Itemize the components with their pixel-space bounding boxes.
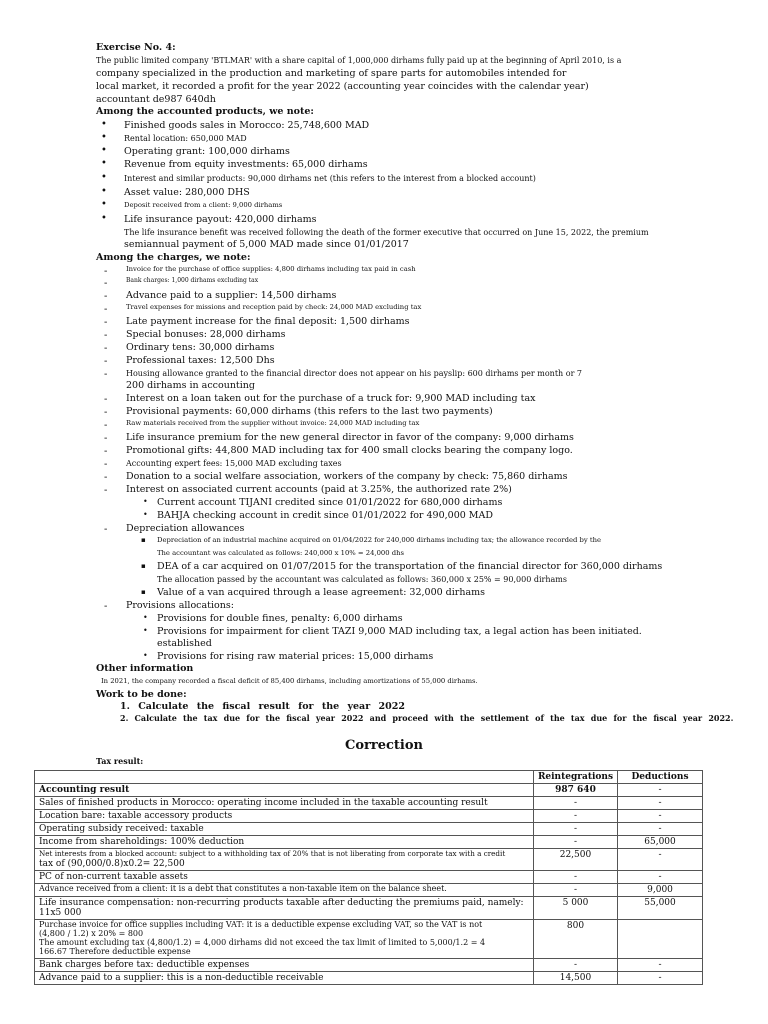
row-label: Location bare: taxable accessory products — [35, 810, 534, 823]
row-label: Bank charges before tax: deductible expenses — [35, 958, 534, 971]
row-label: Advance paid to a supplier: this is a non-deductible receivable — [35, 971, 534, 984]
bullet-icon: • — [143, 497, 148, 506]
row-deduction: - — [618, 958, 703, 971]
table-row — [35, 919, 703, 958]
charge-item: Promotional gifts: 44,800 MAD including tax for 400 small clocks bearing the company logo. — [126, 445, 573, 456]
row-label — [35, 896, 534, 919]
bullet-icon: ▪ — [141, 536, 146, 544]
row-label: Advance received from a client: it is a debt that constitutes a non-taxable item on the balance sheet. — [35, 883, 534, 896]
charge-item: Housing allowance granted to the financial director does not appear on his payslip: 600 dirhams per month or 7 — [126, 369, 583, 378]
row-deduction: - — [618, 797, 703, 810]
row-reintegration: 22,500 — [533, 849, 617, 870]
charge-item: Interest on a loan taken out for the purchase of a truck for: 9,900 MAD including tax — [126, 393, 536, 404]
work-task: 1. Calculate the fiscal result for the year 2022 — [120, 701, 405, 712]
product-item: Rental location: 650,000 MAD — [124, 134, 247, 143]
bullet-icon: • — [143, 613, 148, 622]
charge-item: 200 dirhams in accounting — [126, 380, 255, 391]
row-label-line: Life insurance compensation: non-recurring products taxable after deducting the premiums paid, namely: — [39, 897, 524, 908]
table-row — [35, 896, 703, 919]
bullet-icon: • — [143, 651, 148, 660]
row-deduction: - — [618, 849, 703, 870]
row-deduction: - — [618, 823, 703, 836]
intro-line: company specialized in the production and marketing of spare parts for automobiles intended for — [96, 68, 567, 79]
row-label-line: 11x5 000 — [39, 907, 82, 918]
dash-icon: - — [104, 472, 108, 483]
row-reintegration: - — [533, 870, 617, 883]
bullet-icon: • — [101, 158, 107, 169]
dash-icon: - — [104, 524, 108, 535]
dash-icon: - — [104, 601, 108, 612]
dash-icon: - — [104, 304, 108, 315]
bullet-icon: • — [101, 213, 107, 224]
row-label — [35, 919, 534, 958]
table-row — [35, 797, 703, 810]
row-label: Income from shareholdings: 100% deduction — [35, 836, 534, 849]
charge-subitem: Current account TIJANI credited since 01/01/2022 for 680,000 dirhams — [157, 497, 503, 508]
charge-item: Special bonuses: 28,000 dirhams — [126, 329, 286, 340]
charge-item: Professional taxes: 12,500 Dhs — [126, 355, 275, 366]
row-label: PC of non-current taxable assets — [35, 870, 534, 883]
dash-icon: - — [104, 369, 108, 380]
products-heading: Among the accounted products, we note: — [96, 106, 314, 117]
row-reintegration: - — [533, 836, 617, 849]
charge-item: Life insurance premium for the new general director in favor of the company: 9,000 dirhams — [126, 432, 574, 443]
dash-icon: - — [104, 433, 108, 444]
bullet-icon: • — [101, 186, 107, 197]
table-row — [35, 810, 703, 823]
bullet-icon: ▪ — [141, 588, 146, 596]
row-label-line: The amount excluding tax (4,800/1.2) = 4,000 dirhams did not exceed the tax limit of limited to 5,000/1.2 = 4 — [39, 937, 486, 947]
header-reintegrations: Reintegrations — [533, 771, 617, 784]
header-label-cell — [35, 771, 534, 784]
row-deduction: 55,000 — [618, 896, 703, 919]
intro-line: local market, it recorded a profit for the year 2022 (accounting year coincides with the calendar year) — [96, 81, 589, 92]
product-item: Revenue from equity investments: 65,000 dirhams — [124, 159, 368, 170]
dash-icon: - — [104, 446, 108, 457]
bullet-icon: • — [143, 626, 148, 635]
table-header-row — [35, 771, 703, 784]
charge-item: Donation to a social welfare association, workers of the company by check: 75,860 dirhams — [126, 471, 568, 482]
dash-icon: - — [104, 330, 108, 341]
bullet-icon: ▪ — [141, 562, 146, 570]
dash-icon: - — [104, 291, 108, 302]
header-deductions: Deductions — [618, 771, 703, 784]
product-item: Asset value: 280,000 DHS — [124, 187, 250, 198]
dash-icon: - — [104, 356, 108, 367]
charge-subitem: Provisions for rising raw material prices: 15,000 dirhams — [157, 651, 434, 662]
table-row — [35, 971, 703, 984]
life-note: semiannual payment of 5,000 MAD made since 01/01/2017 — [124, 239, 409, 250]
charge-subitem: Value of a van acquired through a lease agreement: 32,000 dirhams — [157, 587, 486, 598]
dash-icon: - — [104, 343, 108, 354]
product-item: Finished goods sales in Morocco: 25,748,600 MAD — [124, 120, 370, 131]
row-label-line: (4,800 / 1.2) x 20% = 800 — [39, 928, 144, 938]
charge-subitem: Provisions for double fines, penalty: 6,000 dirhams — [157, 613, 403, 624]
charge-item: Invoice for the purchase of office supplies: 4,800 dirhams including tax paid in cash — [126, 265, 416, 273]
product-item: Operating grant: 100,000 dirhams — [124, 146, 290, 157]
table-row — [35, 823, 703, 836]
table-row — [35, 836, 703, 849]
row-label-line: Net interests from a blocked account: subject to a withholding tax of 20% that is not liberating from corporate tax with a credit — [39, 849, 506, 859]
charges-heading: Among the charges, we note: — [96, 252, 251, 263]
correction-title: Correction — [345, 738, 423, 753]
charge-item: Provisions allocations: — [126, 600, 234, 611]
bullet-icon: • — [101, 199, 107, 210]
charge-subitem: DEA of a car acquired on 01/07/2015 for the transportation of the financial director for 360,000 dirhams — [157, 561, 663, 572]
row-reintegration: - — [533, 810, 617, 823]
correction-subtitle: Tax result: — [96, 756, 144, 766]
row-label: Operating subsidy received: taxable — [35, 823, 534, 836]
charge-item: Interest on associated current accounts (paid at 3.25%, the authorized rate 2%) — [126, 484, 512, 495]
table-row — [35, 849, 703, 870]
charge-item: Advance paid to a supplier: 14,500 dirhams — [126, 290, 337, 301]
intro-line: accountant de987 640dh — [96, 94, 216, 105]
dash-icon: - — [104, 420, 108, 431]
intro-line: The public limited company 'BTLMAR' with a share capital of 1,000,000 dirhams fully paid up at the beginning of April 2010, is a — [96, 56, 622, 65]
row-reintegration: 5 000 — [533, 896, 617, 919]
charge-item: Raw materials received from the supplier without invoice: 24,000 MAD including tax — [126, 419, 420, 427]
table-row — [35, 883, 703, 896]
product-item: Interest and similar products: 90,000 dirhams net (this refers to the interest from a blocked account) — [124, 174, 536, 183]
row-label: Sales of finished products in Morocco: operating income included in the taxable accounting result — [35, 797, 534, 810]
dash-icon: - — [104, 278, 108, 289]
charge-subitem: The accountant was calculated as follows: 240,000 x 10% = 24,000 dhs — [157, 549, 404, 557]
row-label-line: tax of (90,000/0.8)x0.2= 22,500 — [39, 858, 185, 869]
charge-subitem: BAHJA checking account in credit since 01/01/2022 for 490,000 MAD — [157, 510, 494, 521]
charge-item: Bank charges: 1,000 dirhams excluding tax — [126, 277, 259, 284]
charge-item: Provisional payments: 60,000 dirhams (this refers to the last two payments) — [126, 406, 493, 417]
row-deduction: - — [618, 870, 703, 883]
row-reintegration: 14,500 — [533, 971, 617, 984]
charge-item: Accounting expert fees: 15,000 MAD excluding taxes — [126, 459, 342, 468]
charge-subitem: established — [157, 638, 212, 649]
row-deduction: - — [618, 784, 703, 797]
exercise-title: Exercise No. 4: — [96, 42, 176, 53]
other-heading: Other information — [96, 663, 194, 674]
row-deduction: - — [618, 971, 703, 984]
charge-item: Late payment increase for the final deposit: 1,500 dirhams — [126, 316, 410, 327]
row-label-line: 166.67 Therefore deductible expense — [39, 946, 191, 956]
charge-item: Travel expenses for missions and reception paid by check: 24,000 MAD excluding tax — [126, 303, 422, 311]
bullet-icon: • — [143, 510, 148, 519]
dash-icon: - — [104, 394, 108, 405]
work-task: 2. Calculate the tax due for the fiscal year 2022 and proceed with the settlement of the tax due for the fiscal year 2022. — [120, 713, 734, 723]
charge-subitem: Provisions for impairment for client TAZI 9,000 MAD including tax, a legal action has been initiated. — [157, 626, 642, 637]
row-reintegration: 800 — [533, 919, 617, 958]
dash-icon: - — [104, 317, 108, 328]
charge-item: Depreciation allowances — [126, 523, 245, 534]
bullet-icon: • — [101, 145, 107, 156]
row-reintegration: - — [533, 797, 617, 810]
life-note: The life insurance benefit was received following the death of the former executive that occurred on June 15, 2022, the premium — [124, 228, 649, 237]
dash-icon: - — [104, 485, 108, 496]
charge-subitem: The allocation passed by the accountant was calculated as follows: 360,000 x 25% = 90,000 dirhams — [157, 575, 567, 584]
bullet-icon: • — [101, 119, 107, 130]
dash-icon: - — [104, 266, 108, 277]
row-label — [35, 849, 534, 870]
row-deduction: - — [618, 810, 703, 823]
charge-subitem: Depreciation of an industrial machine acquired on 01/04/2022 for 240,000 dirhams including tax; the allowance recorded by the — [157, 536, 602, 544]
charge-item: Ordinary tens: 30,000 dirhams — [126, 342, 275, 353]
row-deduction — [618, 919, 703, 958]
row-label: Accounting result — [35, 784, 534, 797]
row-deduction: 65,000 — [618, 836, 703, 849]
dash-icon: - — [104, 407, 108, 418]
row-reintegration: - — [533, 958, 617, 971]
row-deduction: 9,000 — [618, 883, 703, 896]
table-row — [35, 784, 703, 797]
row-reintegration: 987 640 — [533, 784, 617, 797]
product-item: Life insurance payout: 420,000 dirhams — [124, 214, 317, 225]
product-item: Deposit received from a client: 9,000 dirhams — [124, 201, 283, 209]
tax-result-table — [34, 770, 703, 985]
other-text: In 2021, the company recorded a fiscal deficit of 85,400 dirhams, including amortizations of 55,000 dirhams. — [101, 677, 478, 685]
bullet-icon: • — [101, 172, 107, 183]
dash-icon: - — [104, 459, 108, 470]
work-heading: Work to be done: — [96, 689, 187, 700]
bullet-icon: • — [101, 132, 107, 143]
table-row — [35, 958, 703, 971]
row-label-line: Purchase invoice for office supplies including VAT: it is a deductible expense excluding VAT, so the VAT is not — [39, 919, 483, 929]
row-reintegration: - — [533, 823, 617, 836]
table-row — [35, 870, 703, 883]
row-reintegration: - — [533, 883, 617, 896]
